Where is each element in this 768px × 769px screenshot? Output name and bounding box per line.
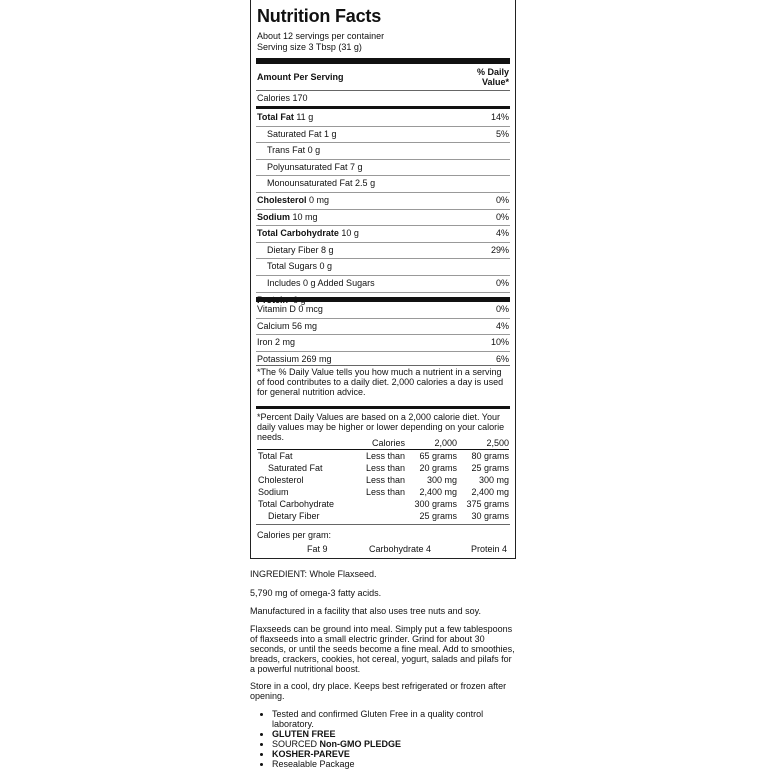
feature-text: Resealable Package bbox=[272, 759, 355, 769]
nutrient-row bbox=[256, 143, 510, 160]
nutrient-name bbox=[267, 143, 320, 159]
label-title: Nutrition Facts bbox=[257, 6, 382, 26]
dv-2500: 2,400 mg bbox=[471, 487, 509, 497]
nutrient-pct: 14% bbox=[490, 112, 509, 122]
nutrient-name bbox=[267, 160, 363, 176]
feature-item bbox=[272, 749, 522, 759]
nutrient-name bbox=[267, 243, 334, 259]
usage-text: Flaxseeds can be ground into meal. Simply put a few tablespoons of flaxseeds into a small electric grinder. Grind for about 30 seconds, or until the seeds become a fine meal. Add to smoothies, breads, crackers, cookies, hot cereal, yogurt, salads and pilafs for a powerful nutritional boost. bbox=[250, 624, 515, 674]
cal-fat: Fat 9 bbox=[307, 544, 328, 554]
calories-per-gram: Calories per gram: bbox=[257, 530, 332, 540]
vitamin-name: Calcium 56 mg bbox=[257, 320, 318, 331]
dv-2500: 25 grams bbox=[471, 463, 509, 473]
medium-divider bbox=[256, 106, 510, 109]
servings-per-container: About 12 servings per container bbox=[257, 31, 385, 41]
nutrient-pct: 5% bbox=[495, 128, 509, 139]
amount-per-serving-header bbox=[257, 66, 509, 90]
nutrient-row bbox=[256, 276, 510, 293]
divider bbox=[256, 90, 510, 91]
divider bbox=[256, 524, 510, 525]
feature-bold-text: GLUTEN FREE bbox=[272, 729, 336, 739]
dv-row bbox=[257, 486, 509, 498]
nutrient-row bbox=[256, 210, 510, 227]
dv-limit: Less than bbox=[365, 451, 405, 461]
nutrient-row bbox=[256, 193, 510, 210]
dv-row bbox=[257, 510, 509, 522]
dv-2500: 375 grams bbox=[466, 499, 509, 509]
vitamin-pct: 6% bbox=[495, 353, 509, 364]
nutrient-rows bbox=[256, 110, 510, 308]
vitamin-name: Iron 2 mg bbox=[257, 337, 296, 348]
pct-dv-header bbox=[477, 67, 509, 87]
dv-2000: 300 grams bbox=[414, 499, 457, 509]
medium-divider bbox=[256, 406, 510, 409]
feature-text: Tested and confirmed Gluten Free in a quality control laboratory. bbox=[272, 709, 486, 729]
dv-row bbox=[257, 462, 509, 474]
nutrient-amount: Polyunsaturated Fat 7 g bbox=[267, 161, 363, 172]
serving-size: Serving size 3 Tbsp (31 g) bbox=[257, 42, 362, 52]
dv-2000: 20 grams bbox=[419, 463, 457, 473]
nutrient-name bbox=[257, 226, 359, 242]
nutrient-name-bold: Cholesterol bbox=[257, 194, 307, 205]
nutrient-row bbox=[256, 160, 510, 177]
nutrient-amount: 0 mg bbox=[306, 194, 330, 205]
vitamin-pct: 10% bbox=[490, 337, 509, 348]
feature-text: SOURCED bbox=[272, 739, 320, 749]
nutrient-name-bold: Sodium bbox=[257, 211, 290, 222]
feature-bold-text: KOSHER-PAREVE bbox=[272, 749, 350, 759]
nutrient-pct: 0% bbox=[495, 277, 509, 288]
nutrient-name bbox=[267, 127, 337, 143]
nutrient-row bbox=[256, 127, 510, 144]
nutrient-name-bold: Total Carbohydrate bbox=[257, 228, 339, 239]
nutrient-pct: 29% bbox=[490, 244, 509, 255]
pct-dv-header-line2: Value* bbox=[481, 77, 509, 87]
dv-header-2000: 2,000 bbox=[434, 438, 457, 448]
nutrient-name bbox=[267, 176, 375, 192]
calories: Calories 170 bbox=[257, 93, 308, 103]
dv-2500: 300 mg bbox=[478, 475, 509, 485]
dv-2000: 2,400 mg bbox=[419, 487, 457, 497]
nutrient-row bbox=[256, 176, 510, 193]
nutrient-pct: 0% bbox=[495, 194, 509, 205]
nutrient-name-bold: Total Fat bbox=[257, 112, 294, 122]
nutrient-amount: Total Sugars 0 g bbox=[267, 261, 333, 272]
dv-header-2500: 2,500 bbox=[486, 438, 509, 448]
feature-list bbox=[250, 709, 522, 769]
nutrient-amount: 11 g bbox=[293, 112, 314, 122]
dv-nutrient: Dietary Fiber bbox=[268, 511, 320, 521]
nutrient-row bbox=[256, 226, 510, 243]
dv-header-row bbox=[257, 437, 509, 449]
cal-carb: Carbohydrate 4 bbox=[369, 544, 432, 554]
cal-protein: Protein 4 bbox=[471, 544, 508, 554]
omega-text: 5,790 mg of omega-3 fatty acids. bbox=[250, 588, 382, 598]
feature-item bbox=[272, 709, 522, 729]
nutrient-name bbox=[257, 110, 313, 126]
nutrient-name bbox=[267, 259, 332, 275]
nutrient-amount: Saturated Fat 1 g bbox=[267, 128, 337, 139]
vitamin-row bbox=[256, 335, 510, 352]
nutrient-pct: 0% bbox=[495, 211, 509, 222]
nutrient-amount: Trans Fat 0 g bbox=[267, 145, 321, 156]
feature-item bbox=[272, 739, 522, 749]
dv-row bbox=[257, 498, 509, 510]
feature-item bbox=[272, 729, 522, 739]
dv-nutrient: Total Carbohydrate bbox=[258, 499, 335, 509]
dv-nutrient: Saturated Fat bbox=[268, 463, 323, 473]
nutrient-amount: 10 mg bbox=[290, 211, 318, 222]
divider bbox=[256, 365, 510, 366]
dv-2000: 65 grams bbox=[419, 451, 457, 461]
vitamin-rows bbox=[256, 302, 510, 367]
dv-2000: 300 mg bbox=[426, 475, 457, 485]
dv-nutrient: Cholesterol bbox=[258, 475, 304, 485]
feature-bold-text: Non-GMO PLEDGE bbox=[319, 739, 402, 749]
nutrient-pct: 4% bbox=[495, 228, 509, 239]
vitamin-pct: 0% bbox=[495, 304, 509, 314]
pct-dv-header-line1: % Daily bbox=[476, 67, 509, 77]
vitamin-row bbox=[256, 302, 510, 319]
nutrient-name bbox=[257, 193, 329, 209]
dv-2500: 80 grams bbox=[471, 451, 509, 461]
thick-divider bbox=[256, 58, 510, 64]
dv-limit: Less than bbox=[365, 463, 405, 473]
dv-based-footnote: *Percent Daily Values are based on a 2,000 calorie diet. Your daily values may be higher or lower depending on your calorie needs. bbox=[257, 412, 505, 442]
pct-dv-footnote: *The % Daily Value tells you how much a nutrient in a serving of food contributes to a daily diet. 2,000 calories a day is used for general nutrition advice. bbox=[257, 367, 504, 397]
dv-row bbox=[257, 450, 509, 462]
nutrient-row bbox=[256, 259, 510, 276]
dv-2500: 30 grams bbox=[471, 511, 509, 521]
nutrient-amount: Includes 0 g Added Sugars bbox=[267, 277, 375, 288]
vitamin-name: Vitamin D 0 mcg bbox=[257, 304, 323, 314]
daily-values-table bbox=[257, 437, 509, 522]
dv-limit: Less than bbox=[365, 475, 405, 485]
nutrient-name bbox=[257, 210, 318, 226]
dv-row bbox=[257, 474, 509, 486]
nutrient-amount: Monounsaturated Fat 2.5 g bbox=[267, 178, 376, 189]
dv-header-calories: Calories bbox=[371, 438, 405, 448]
nutrient-amount: 10 g bbox=[338, 228, 359, 239]
vitamin-row bbox=[256, 319, 510, 336]
storage-text: Store in a cool, dry place. Keeps best refrigerated or frozen after opening. bbox=[250, 681, 507, 701]
vitamin-pct: 4% bbox=[495, 320, 509, 331]
nutrient-row bbox=[256, 243, 510, 260]
nutrient-row bbox=[256, 110, 510, 127]
amount-per-serving-label: Amount Per Serving bbox=[257, 72, 344, 82]
dv-nutrient: Total Fat bbox=[258, 451, 293, 461]
vitamin-name: Potassium 269 mg bbox=[257, 353, 332, 364]
dv-2000: 25 grams bbox=[419, 511, 457, 521]
nutrient-name bbox=[267, 276, 375, 292]
ingredient-text: INGREDIENT: Whole Flaxseed. bbox=[250, 569, 377, 579]
dv-limit: Less than bbox=[365, 487, 405, 497]
facility-text: Manufactured in a facility that also uses tree nuts and soy. bbox=[250, 606, 481, 616]
nutrient-amount: Dietary Fiber 8 g bbox=[267, 244, 334, 255]
dv-nutrient: Sodium bbox=[258, 487, 289, 497]
nutrition-facts-label bbox=[250, 0, 516, 559]
